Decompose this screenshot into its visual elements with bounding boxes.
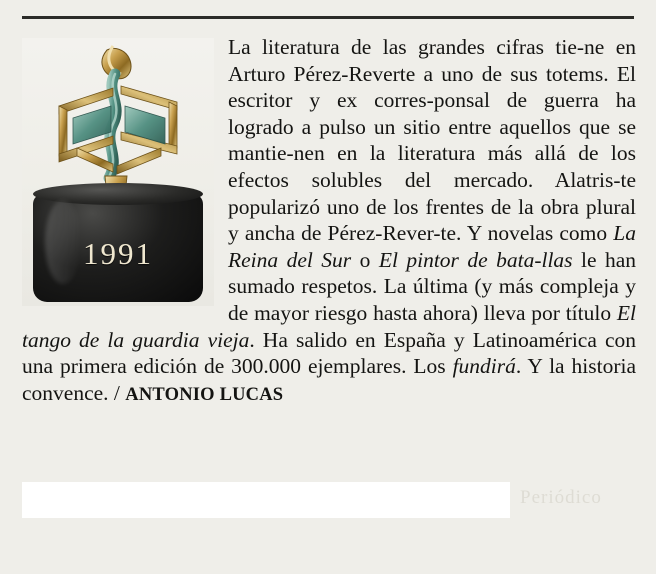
background-ghost-text: Periódico (520, 487, 602, 508)
text-segment-2: o (351, 247, 379, 272)
byline-separator: / (113, 380, 126, 405)
text-segment-4: . Ha salido en España y Latinoamérica con una primera edición de 300.000 ejemplares. Los (22, 327, 636, 379)
article-container (22, 34, 636, 408)
byline-author: ANTONIO LUCAS (125, 384, 284, 405)
bottom-white-band (22, 482, 510, 518)
book-title-el-pintor-de-batallas: El pintor de bata-llas (378, 247, 573, 272)
trophy-year-label: 1991 (83, 236, 153, 271)
text-segment-1: La literatura de las grandes cifras tie-ne en Arturo Pérez-Reverte a uno de sus totems. El escritor y ex corres-ponsal de guerra ha logrado a pulso un sitio entre aquellos que se mantie-nen en la literatura más allá de los efectos solubles del mercado. Alatris-te popularizó uno de los frentes de la obra plural y ancha de Pérez-Rever-te. Y novelas como (228, 35, 636, 246)
trophy-photo (22, 38, 214, 306)
top-divider-rule (22, 16, 634, 19)
text-segment-5: . Y la historia convence. (22, 354, 636, 405)
text-segment-3: le han sumado respetos. La última (y más compleja y de mayor riesgo hasta ahora) lleva por título (228, 247, 636, 325)
book-title-la-reina-del-sur: La Reina del Sur (228, 221, 636, 272)
book-title-el-tango-de-la-guardia-vieja: El tango de la guardia vieja (22, 300, 636, 352)
word-fundira-italic: fundirá (452, 354, 516, 379)
